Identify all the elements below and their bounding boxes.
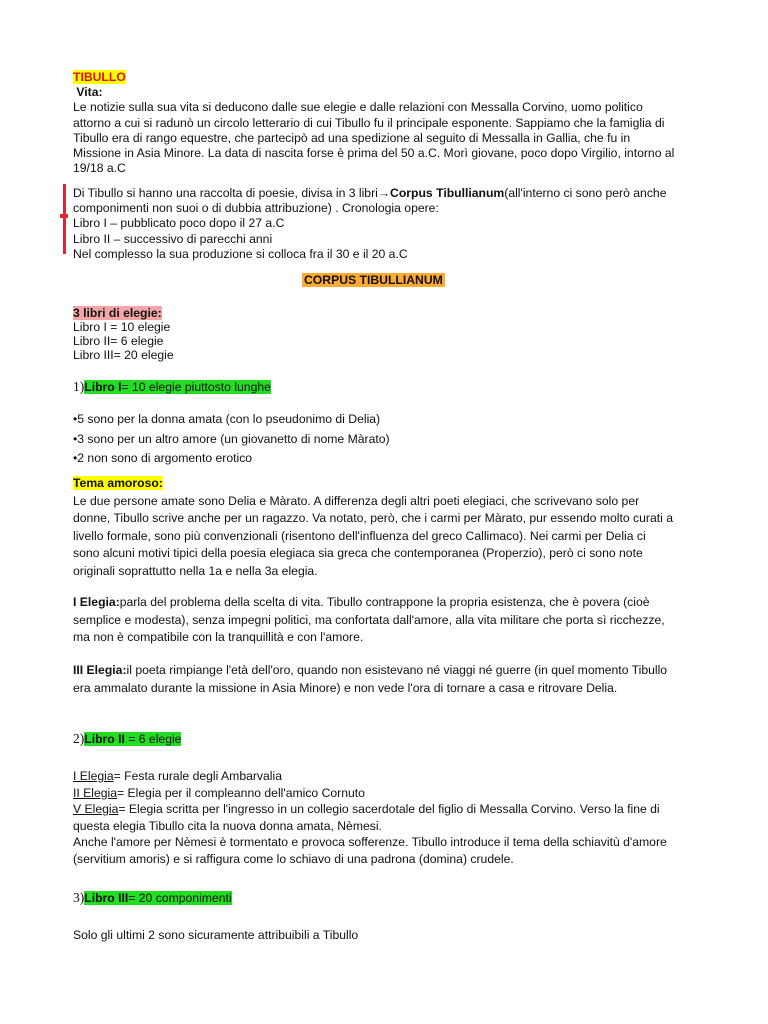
section-vita xyxy=(73,70,703,176)
bullet-item: •2 non sono di argomento erotico xyxy=(73,451,253,465)
libro3-note: Solo gli ultimi 2 sono sicuramente attribuibili a Tibullo xyxy=(73,928,359,942)
vita-line: Tibullo era di rango equestre, che partecipò ad una spedizione al seguito di Messalla in Gallia, che fu in xyxy=(73,130,631,145)
margin-mark xyxy=(63,184,66,254)
vita-heading: Vita: xyxy=(76,85,103,100)
libro3-heading: 3)Libro III= 20 componimenti xyxy=(73,890,232,905)
libro1-heading: 1)Libro I= 10 elegie piuttosto lunghe xyxy=(73,379,271,394)
libro2-line: questa elegia Tibullo cita la nuova donna amata, Nèmesi. xyxy=(73,818,382,833)
section-raccolta: Di Tibullo si hanno una raccolta di poesie, divisa in 3 libri→Corpus Tibullianum(all'interno ci sono però anche componimenti non suoi o di dubbia attribuzione) . Cronologia opere: Libro I – pubblicato poco dopo il 27 a.C Libro II – successivo di parecchi anni Nel complesso la sua produzione si colloca fra il 30 e il 20 a.C xyxy=(73,186,703,262)
elegia1-label: I Elegia: xyxy=(73,595,120,609)
bullet-item: •5 sono per la donna amata (con lo pseudonimo di Delia) xyxy=(73,412,381,426)
libro2-items xyxy=(73,768,703,867)
libro2-line: Anche l'amore per Nèmesi è tormentato e provoca sofferenze. Tibullo introduce il tema della schiavitù d'amore xyxy=(73,835,667,849)
tre-libri-line: Libro II= 6 elegie xyxy=(73,334,164,348)
raccolta-line: componimenti non suoi o di dubbia attribuzione) . Cronologia opere: xyxy=(73,201,439,216)
raccolta-line: Libro I – pubblicato poco dopo il 27 a.C xyxy=(73,216,285,231)
vita-line: Le notizie sulla sua vita si deducono dalle sue elegie e dalle relazioni con Messalla Corvino, uomo politico xyxy=(73,100,643,115)
elegia3-line: era ammalato durante la missione in Asia Minore) e non vede l'ora di tornare a casa e ritrovare Delia. xyxy=(73,680,618,695)
vita-line: Missione in Asia Minore. La data di nascita forse è prima del 50 a.C. Morì giovane, poco dopo Virgilio, intorno al xyxy=(73,146,675,161)
page-title: TIBULLO xyxy=(73,70,126,84)
tre-libri-line: Libro I = 10 elegie xyxy=(73,320,171,334)
elegia1-line: semplice e modesta), senza impegni politici, ma confortata dall'amore, alla vita militare che porta sì ricchezze, xyxy=(73,612,665,627)
libro2-heading: 2)Libro II = 6 elegie xyxy=(73,731,182,746)
tre-libri-heading: 3 libri di elegie: xyxy=(73,306,162,320)
tre-libri-line: Libro III= 20 elegie xyxy=(73,348,174,362)
vita-line: attorno a cui si radunò un circolo letterario di cui Tibullo fu il principale esponente. Sappiamo che la famiglia di xyxy=(73,115,665,130)
section-tre-libri xyxy=(73,306,703,362)
bullet-item: •3 sono per un altro amore (un giovanetto di nome Màrato) xyxy=(73,431,390,446)
margin-mark-dot xyxy=(60,214,68,218)
libro2-line: (servitium amoris) e si raffigura come lo schiavo di una padrona (domina) crudele. xyxy=(73,851,514,866)
corpus-heading-wrap xyxy=(302,273,445,288)
tema-line: Le due persone amate sono Delia e Màrato. A differenza degli altri poeti elegiaci, che scrivevano solo per xyxy=(73,493,640,508)
section-elegia1: I Elegia:parla del problema della scelta di vita. Tibullo contrappone la propria esistenza, che è povera (cioè semplice e modesta), senza impegni politici, ma confortata dall'amore, alla vita militare che porta sì ricchezze, ma non è compatibile con la tranquillità e con l'amore. xyxy=(73,594,703,647)
list-item: V Elegia= Elegia scritta per l'ingresso in un collegio sacerdotale del figlio di Messalla Corvino. Verso la fine di xyxy=(73,802,660,816)
list-item: II Elegia= Elegia per il compleanno dell'amico Cornuto xyxy=(73,785,365,800)
tema-line: donne, Tibullo scrive anche per un ragazzo. Va notato, però, che i carmi per Màrato, pur essendo molto curati a xyxy=(73,511,673,525)
elegia3-label: III Elegia: xyxy=(73,663,127,677)
raccolta-intro: Di Tibullo si hanno una raccolta di poesie, divisa in 3 libri→ xyxy=(73,186,391,200)
libro1-bullets xyxy=(73,410,703,469)
corpus-name: Corpus Tibullianum xyxy=(390,186,505,200)
vita-line: 19/18 a.C xyxy=(73,161,126,176)
raccolta-line: Libro II – successivo di parecchi anni xyxy=(73,231,273,246)
tema-line: sono alcuni motivi tipici della poesia elegiaca sia greca che contemporanea (Properzio), però ci sono note xyxy=(73,546,643,560)
raccolta-line: Nel complesso la sua produzione si colloca fra il 30 e il 20 a.C xyxy=(73,246,408,261)
tema-heading: Tema amoroso: xyxy=(73,476,163,490)
section-tema xyxy=(73,475,703,580)
corpus-heading: CORPUS TIBULLIANUM xyxy=(304,273,443,287)
tema-line: livello formale, sono più convenzionali (risentono dell'influenza del greco Callimaco). Nei carmi per Delia ci xyxy=(73,528,646,543)
section-elegia3: III Elegia:il poeta rimpiange l'età dell'oro, quando non esistevano né viaggi né guerre (in quel momento Tibullo era ammalato durante la missione in Asia Minore) e non vede l'ora di tornare a casa e ritrovare Delia. xyxy=(73,662,703,697)
elegia1-line: ma non è compatibile con la tranquillità e con l'amore. xyxy=(73,630,364,644)
list-item: I Elegia= Festa rurale degli Ambarvalia xyxy=(73,769,282,783)
tema-line: originali soprattutto nella 1a e nella 3a elegia. xyxy=(73,563,318,578)
